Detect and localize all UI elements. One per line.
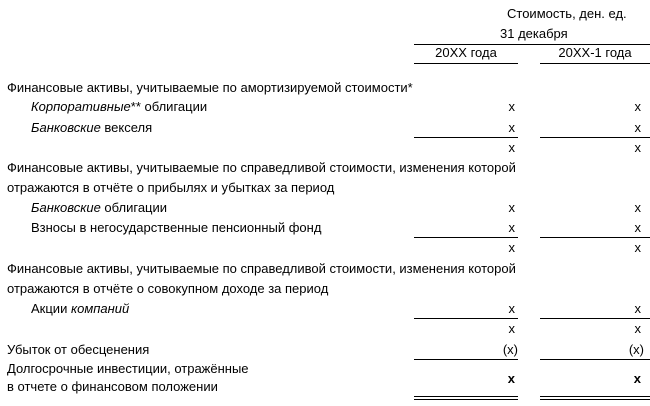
cell-subtotal: x: [508, 140, 515, 155]
cell-total: x: [507, 371, 515, 386]
corporate-italic: Корпоративные: [31, 99, 131, 114]
subtotal-rule: [414, 237, 518, 238]
cell-value: x: [508, 220, 515, 235]
cell-value: x: [508, 301, 515, 316]
cell-subtotal: x: [634, 240, 641, 255]
cell-value: x: [508, 120, 515, 135]
cell-subtotal: x: [634, 140, 641, 155]
fvpl-heading-line2: отражаются в отчёте о прибылях и убытках за период: [7, 180, 335, 195]
cell-impairment: (x): [502, 342, 518, 357]
double-rule-top: [540, 396, 650, 397]
double-rule-top: [414, 396, 518, 397]
subtotal-rule: [414, 318, 518, 319]
row-lt-investments-line1: Долгосрочные инвестиции, отражённые: [7, 361, 249, 376]
cell-value: x: [634, 220, 641, 235]
row-lt-investments-line2: в отчете о финансовом положении: [7, 379, 218, 394]
shares-italic: компаний: [70, 301, 130, 316]
row-pension-label: Взносы в негосударственные пенсионный фонд: [31, 220, 322, 235]
fvoci-heading-line2: отражаются в отчёте о совокупном доходе за период: [7, 281, 329, 296]
fvpl-heading-line1: Финансовые активы, учитываемые по справедливой стоимости, изменения которой: [7, 160, 516, 175]
cell-value: x: [634, 200, 641, 215]
cell-value: x: [508, 99, 515, 114]
total-rule: [414, 359, 518, 360]
column-header-prior-year: 20XX-1 года: [558, 45, 632, 60]
bank-bonds-italic: Банковские: [31, 200, 101, 215]
corporate-stars: **: [130, 99, 141, 114]
cell-value: x: [634, 120, 641, 135]
subtotal-rule: [414, 137, 518, 138]
cell-value: x: [634, 99, 641, 114]
fvoci-heading-line1: Финансовые активы, учитываемые по справедливой стоимости, изменения которой: [7, 261, 516, 276]
subtotal-rule: [540, 237, 650, 238]
subtotal-rule: [540, 318, 650, 319]
row-impairment-label: Убыток от обесценения: [7, 342, 150, 357]
cell-value: x: [508, 200, 515, 215]
cost-unit-label: Стоимость, ден. ед.: [507, 6, 627, 21]
bank-bonds-rest: облигации: [100, 200, 168, 215]
amortized-cost-heading: Финансовые активы, учитываемые по амортизируемой стоимости*: [7, 80, 413, 95]
cell-subtotal: x: [508, 240, 515, 255]
bank-bills-rest: векселя: [100, 120, 153, 135]
cell-total: x: [633, 371, 641, 386]
row-shares-label: [31, 301, 129, 317]
subtotal-rule: [540, 137, 650, 138]
cell-impairment: (x): [628, 342, 644, 357]
column-header-underline: [414, 63, 518, 64]
double-rule-bottom: [540, 399, 650, 400]
cell-subtotal: x: [508, 321, 515, 336]
row-corporate-bonds-label: [31, 99, 207, 115]
cell-subtotal: x: [634, 321, 641, 336]
column-header-current-year: 20XX года: [435, 45, 497, 60]
cell-value: x: [634, 301, 641, 316]
column-header-underline: [540, 63, 650, 64]
shares-plain: Акции: [31, 301, 71, 316]
row-bank-bills-label: [31, 120, 152, 136]
row-bank-bonds-label: [31, 200, 167, 216]
corporate-rest: облигации: [140, 99, 208, 114]
bank-bills-italic: Банковские: [31, 120, 101, 135]
date-label: 31 декабря: [500, 26, 568, 41]
total-rule: [540, 359, 650, 360]
double-rule-bottom: [414, 399, 518, 400]
